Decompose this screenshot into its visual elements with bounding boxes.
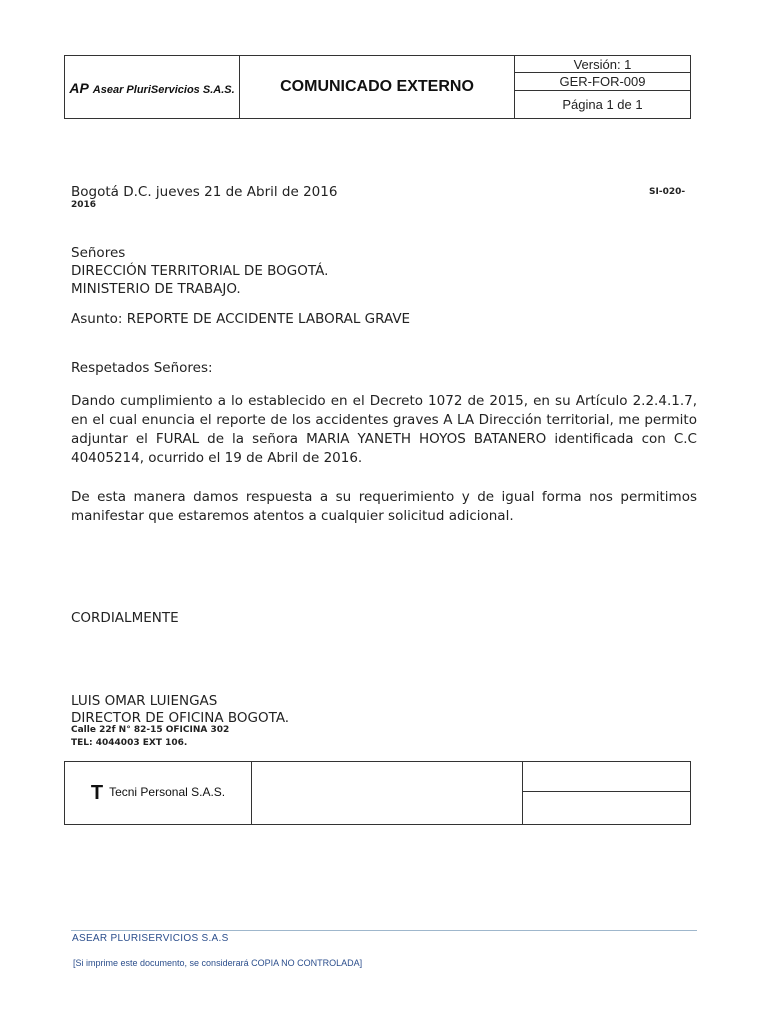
recipient-line: DIRECCIÓN TERRITORIAL DE BOGOTÁ. (71, 263, 329, 279)
code-cell: GER-FOR-009 (515, 73, 691, 91)
signer-phone: TEL: 4044003 EXT 106. (71, 738, 188, 748)
signer-name: LUIS OMAR LUIENGAS (71, 693, 218, 709)
footer-empty-cell (252, 762, 523, 825)
subject-line: Asunto: REPORTE DE ACCIDENTE LABORAL GRAVE (71, 311, 411, 327)
footer-company: ASEAR PLURISERVICIOS S.A.S (72, 933, 229, 944)
company-logo-text: Asear PluriServicios S.A.S. (92, 83, 235, 96)
page-cell: Página 1 de 1 (515, 91, 691, 119)
footer-divider (71, 930, 697, 931)
closing: CORDIALMENTE (71, 610, 179, 626)
company-logo-cell (65, 56, 240, 119)
recipient-line: Señores (71, 245, 126, 261)
footer-meta-cell-top (523, 762, 691, 792)
version-cell: Versión: 1 (515, 56, 691, 73)
recipient-block (71, 244, 328, 298)
footer-logo-text: Tecni Personal S.A.S. (109, 785, 226, 800)
date-line: Bogotá D.C. jueves 21 de Abril de 2016 (71, 184, 338, 200)
body-paragraph-1: Dando cumplimiento a lo establecido en el Decreto 1072 de 2015, en su Artículo 2.2.4.1.7, en el cual enuncia el reporte de los accidentes graves A LA Dirección territorial, me permito adjuntar el FURAL de la señora MARIA YANETH HOYOS BATANERO identificada con C.C 40405214, ocurrido el 19 de Abril de 2016. (71, 393, 697, 466)
footer-logo-cell (65, 762, 252, 825)
footer-logo-table (64, 761, 691, 825)
reference-code: SI-020- (649, 187, 686, 197)
document-header-table (64, 55, 691, 119)
company-logo-icon: AP (69, 80, 89, 96)
tecni-personal-logo-icon: T (90, 781, 104, 804)
footer-notice: [Si imprime este documento, se considerará COPIA NO CONTROLADA] (73, 958, 363, 968)
signer-address: Calle 22f N° 82-15 OFICINA 302 (71, 725, 230, 735)
signer-title: DIRECTOR DE OFICINA BOGOTA. (71, 710, 290, 726)
body-paragraph-2: De esta manera damos respuesta a su requerimiento y de igual forma nos permitimos manifestar que estaremos atentos a cualquier solicitud adicional. (71, 489, 697, 524)
recipient-line: MINISTERIO DE TRABAJO. (71, 281, 241, 297)
footer-meta-cell-bottom (523, 792, 691, 825)
reference-year: 2016 (71, 200, 97, 210)
document-title: COMUNICADO EXTERNO (240, 56, 515, 119)
salutation: Respetados Señores: (71, 360, 213, 376)
